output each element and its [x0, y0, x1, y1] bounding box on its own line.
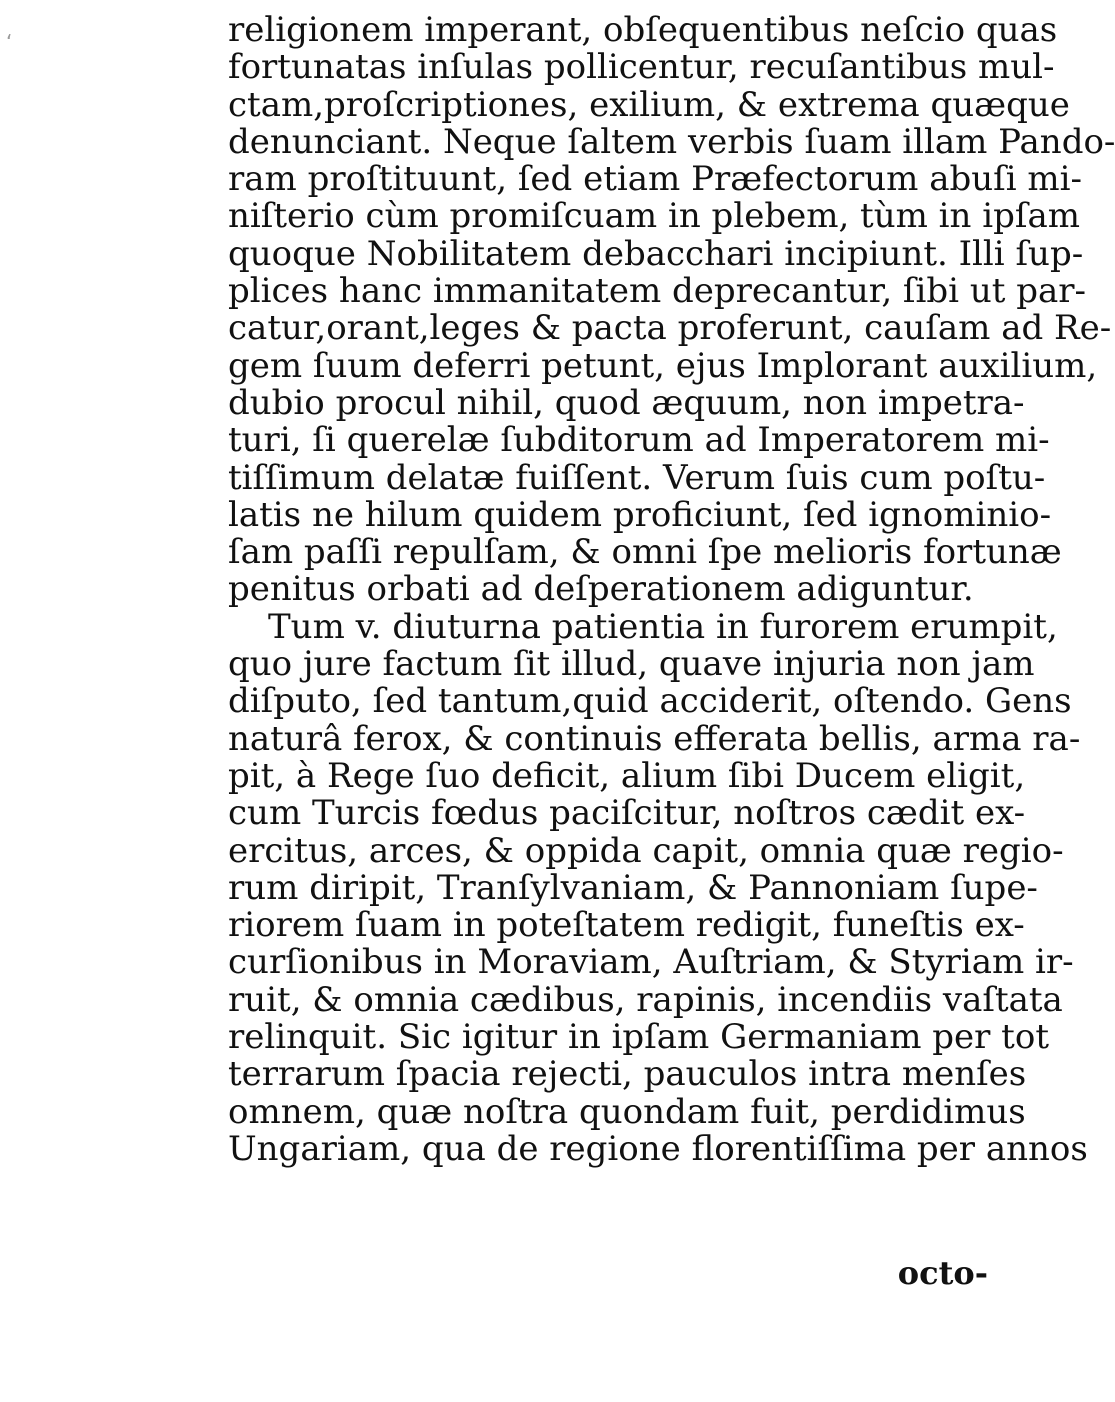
text-line: cum Turcis fœdus paciſcitur, noſtros cædit ex- — [228, 793, 1026, 834]
margin-mark: ‘ — [6, 30, 13, 54]
paragraph-last-line: penitus orbati ad deſperationem adiguntur. — [228, 569, 974, 610]
text-line: latis ne hilum quidem proficiunt, ſed ignominio- — [228, 494, 1052, 535]
text-line: dubio procul nihil, quod æquum, non impetra- — [228, 382, 1025, 423]
catchword: octo- — [897, 1254, 988, 1292]
text-line: denunciant. Neque ſaltem verbis ſuam illam Pando- — [228, 121, 1115, 162]
text-line: diſputo, ſed tantum,quid acciderit, oſtendo. Gens — [228, 681, 1072, 722]
text-line: Ungariam, qua de regione florentiſſima per annos — [228, 1128, 1088, 1169]
text-line: ſam paſſi repulſam, & omni ſpe melioris fortunæ — [228, 532, 1062, 573]
text-line: turi, ſi querelæ ſubditorum ad Imperatorem mi- — [228, 420, 1050, 461]
text-line: terrarum ſpacia rejecti, pauculos intra menſes — [228, 1054, 1027, 1095]
text-line: ercitus, arces, & oppida capit, omnia quæ regio- — [228, 830, 1064, 871]
text-line: pit, à Rege ſuo deficit, alium ſibi Ducem eligit, — [228, 755, 1026, 796]
text-line: tiſſimum delatæ fuiſſent. Verum ſuis cum poſtu- — [228, 457, 1046, 498]
text-line: riorem ſuam in poteſtatem redigit, funeſtis ex- — [228, 905, 1025, 946]
text-line: ctam,proſcriptiones, exilium, & extrema quæque — [228, 84, 1070, 125]
text-line: rum diripit, Tranſylvaniam, & Pannoniam ſupe- — [228, 867, 1038, 908]
text-line: ram proſtituunt, ſed etiam Præfectorum abuſi mi- — [228, 159, 1083, 200]
text-line: gem ſuum deferri petunt, ejus Implorant auxilium, — [228, 345, 1098, 386]
text-line: fortunatas inſulas pollicentur, recuſantibus mul- — [228, 47, 1055, 88]
text-line: quoque Nobilitatem debacchari incipiunt. Illi ſup- — [228, 233, 1084, 274]
text-line: omnem, quæ noſtra quondam fuit, perdidimus — [228, 1091, 1026, 1132]
text-line: quo jure factum ſit illud, quave injuria non jam — [228, 644, 1035, 685]
text-line: curſionibus in Moraviam, Auſtriam, & Styriam ir- — [228, 942, 1074, 983]
text-line: religionem imperant, obſequentibus neſcio quas — [228, 10, 1058, 50]
text-line: niſterio cùm promiſcuam in plebem, tùm in ipſam — [228, 196, 1080, 237]
text-line: ruit, & omnia cædibus, rapinis, incendiis vaſtata — [228, 979, 1063, 1020]
text-line: naturâ ferox, & continuis efferata bellis, arma ra- — [228, 718, 1081, 759]
text-line: catur,orant,leges & pacta proferunt, cauſam ad Re- — [228, 308, 1112, 349]
text-line: relinquit. Sic igitur in ipſam Germaniam per tot — [228, 1017, 1049, 1058]
body-text — [228, 10, 1115, 1169]
paragraph-first-line: Tum v. diuturna patientia in furorem erumpit, — [268, 606, 1058, 647]
text-line: plices hanc immanitatem deprecantur, ſibi ut par- — [228, 271, 1086, 312]
